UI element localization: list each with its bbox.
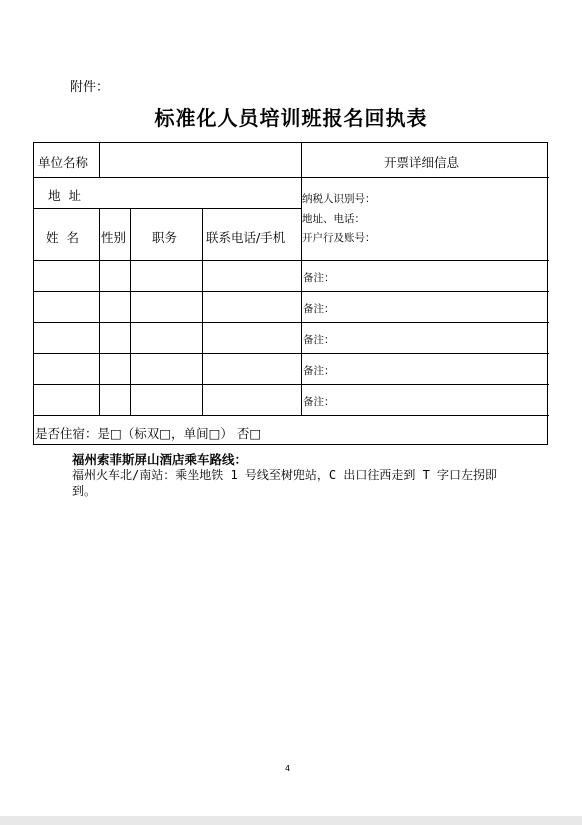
row-divider (34, 353, 549, 354)
col-name: 姓 名 (46, 230, 79, 245)
taxpayer-id-label: 纳税人识别号： (302, 193, 376, 205)
row-divider (34, 260, 549, 261)
row-divider (34, 384, 549, 385)
col-position: 职务 (152, 230, 178, 245)
col-divider (130, 208, 131, 415)
route-title: 福州索菲斯屏山酒店乘车路线： (72, 452, 248, 467)
page-title: 标准化人员培训班报名回执表 (154, 106, 428, 130)
row-divider (34, 291, 549, 292)
col-divider (99, 208, 100, 415)
route-text: 福州火车北/南站：乘坐地铁 1 号线至树兜站，C 出口往西走到 T 字口左拐即到。 (72, 468, 498, 498)
address-label: 地 址 (48, 188, 81, 203)
col-divider (202, 208, 203, 415)
col-gender: 性别 (101, 230, 127, 245)
row-divider (34, 322, 549, 323)
remark-label: 备注： (303, 303, 335, 315)
registration-form-table (33, 142, 548, 445)
remark-label: 备注： (303, 334, 335, 346)
bank-account-label: 开户行及账号： (302, 232, 376, 244)
attachment-label: 附件： (70, 80, 110, 95)
address-phone-label: 地址、电话： (302, 213, 365, 225)
row-divider (34, 177, 549, 178)
unit-name-label: 单位名称 (38, 155, 89, 170)
remark-label: 备注： (303, 272, 335, 284)
col-contact: 联系电话/手机 (206, 230, 286, 245)
remark-label: 备注： (303, 396, 335, 408)
viewer-bottom-bar (0, 816, 582, 825)
row-divider (34, 208, 301, 209)
remark-label: 备注： (303, 365, 335, 377)
invoice-header: 开票详细信息 (384, 155, 460, 170)
row-divider (34, 415, 549, 416)
col-divider (301, 143, 302, 415)
col-divider (99, 143, 100, 177)
accommodation-row: 是否住宿：是□（标双□，单间□） 否□ (35, 426, 262, 441)
page-number: 4 (285, 764, 291, 773)
